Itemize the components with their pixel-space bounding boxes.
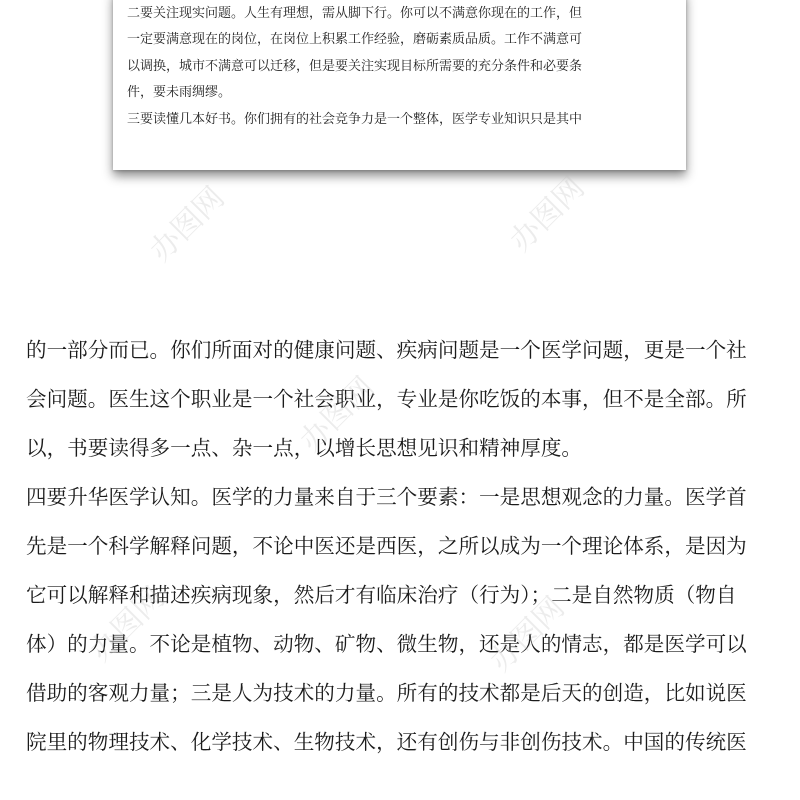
document-preview-card (113, 0, 686, 170)
text-line: 院里的物理技术、化学技术、生物技术，还有创伤与非创伤技术。中国的传统医 (26, 730, 747, 754)
text-line: 会问题。医生这个职业是一个社会职业，专业是你吃饭的本事，但不是全部。所 (26, 387, 747, 411)
text-line: 先是一个科学解释问题，不论中医还是西医，之所以成为一个理论体系，是因为 (26, 534, 747, 558)
watermark: 办图网 (503, 170, 592, 259)
watermark: 办图网 (143, 180, 232, 269)
text-line: 四要升华医学认知。医学的力量来自于三个要素：一是思想观念的力量。医学首 (26, 485, 747, 509)
preview-line: 以调换，城市不满意可以迁移，但是要关注实现目标所需要的充分条件和必要条 (127, 59, 583, 74)
watermark: 办图网 (83, 580, 172, 669)
text-line: 的一部分而已。你们所面对的健康问题、疾病问题是一个医学问题，更是一个社 (26, 338, 747, 362)
watermark: 办图网 (483, 590, 572, 679)
text-line: 它可以解释和描述疾病现象，然后才有临床治疗（行为）；二是自然物质（物自 (26, 583, 737, 607)
preview-line: 二要关注现实问题。人生有理想，需从脚下行。你可以不满意你现在的工作，但 (127, 6, 583, 21)
preview-line: 件，要未雨绸缪。 (127, 85, 232, 100)
preview-line: 一定要满意现在的岗位，在岗位上积累工作经验，磨砺素质品质。工作不满意可 (127, 32, 583, 47)
preview-line: 三要读懂几本好书。你们拥有的社会竞争力是一个整体，医学专业知识只是其中 (127, 112, 583, 127)
body-text (26, 326, 780, 767)
text-line: 以，书要读得多一点、杂一点，以增长思想见识和精神厚度。 (26, 436, 583, 460)
text-line: 借助的客观力量；三是人为技术的力量。所有的技术都是后天的创造，比如说医 (26, 681, 747, 705)
text-line: 体）的力量。不论是植物、动物、矿物、微生物，还是人的情志，都是医学可以 (26, 632, 747, 656)
watermark: 办图网 (293, 370, 382, 459)
